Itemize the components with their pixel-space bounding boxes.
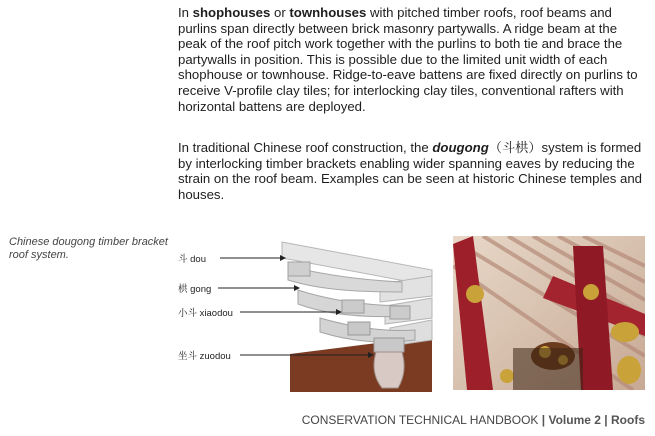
p2-rest: system is formed by interlocking timber brackets enabling wider spanning eaves by reducing the strain on the roof beam. Examples can be seen at historic Chinese temples and houses.	[178, 140, 643, 202]
p2-start: In traditional Chinese roof construction, the	[178, 140, 433, 155]
footer-separator: |	[541, 413, 546, 427]
label-xiaodou: 小斗 xiaodou	[178, 308, 233, 319]
temple-roof-photo	[453, 236, 645, 390]
term-dougong: dougong	[432, 140, 489, 155]
label-zuodou: 坐斗 zuodou	[178, 351, 231, 362]
dou-block	[288, 262, 310, 276]
footer-separator-2: |	[604, 413, 608, 427]
shadow-carving	[513, 348, 583, 390]
column-top	[374, 352, 404, 388]
term-dougong-chinese: （斗栱）	[488, 140, 542, 155]
wall-block	[290, 336, 432, 392]
p1-rest: with pitched timber roofs, roof beams and purlins span directly between brick masonry partywalls. A ridge beam at the peak of the roof pitch work together with the purlins to both tie and brace the partywalls in position. This is possible due to the limited unit width of each shophouse or townhouse. Ridge-to-eave battens are fixed directly on purlins to receive V-profile clay tiles; for interlocking clay tiles, conventional rafters with horizontal battens are deployed.	[178, 5, 638, 114]
intro-paragraph-1	[178, 5, 648, 114]
xiaodou-block-1	[342, 300, 364, 313]
page-footer	[302, 413, 645, 427]
zuodou-block	[374, 338, 404, 352]
xiaodou-block-3	[348, 322, 370, 335]
term-townhouses: townhouses	[289, 5, 367, 20]
footer-volume: Volume 2	[548, 413, 601, 427]
footer-title: CONSERVATION TECHNICAL HANDBOOK	[301, 413, 539, 427]
dougong-diagram	[170, 236, 446, 392]
p1-or: or	[270, 5, 290, 20]
footer-section: Roofs	[611, 413, 645, 427]
temple-roof-photo-image	[453, 236, 645, 390]
label-dou: 斗 dou	[178, 254, 206, 265]
intro-paragraph-2	[178, 140, 648, 202]
term-shophouses: shophouses	[192, 5, 271, 20]
label-gong: 栱 gong	[178, 284, 212, 295]
xiaodou-block-2	[390, 306, 410, 319]
p1-start: In	[178, 5, 193, 20]
figure-caption: Chinese dougong timber bracket roof system.	[9, 236, 168, 261]
